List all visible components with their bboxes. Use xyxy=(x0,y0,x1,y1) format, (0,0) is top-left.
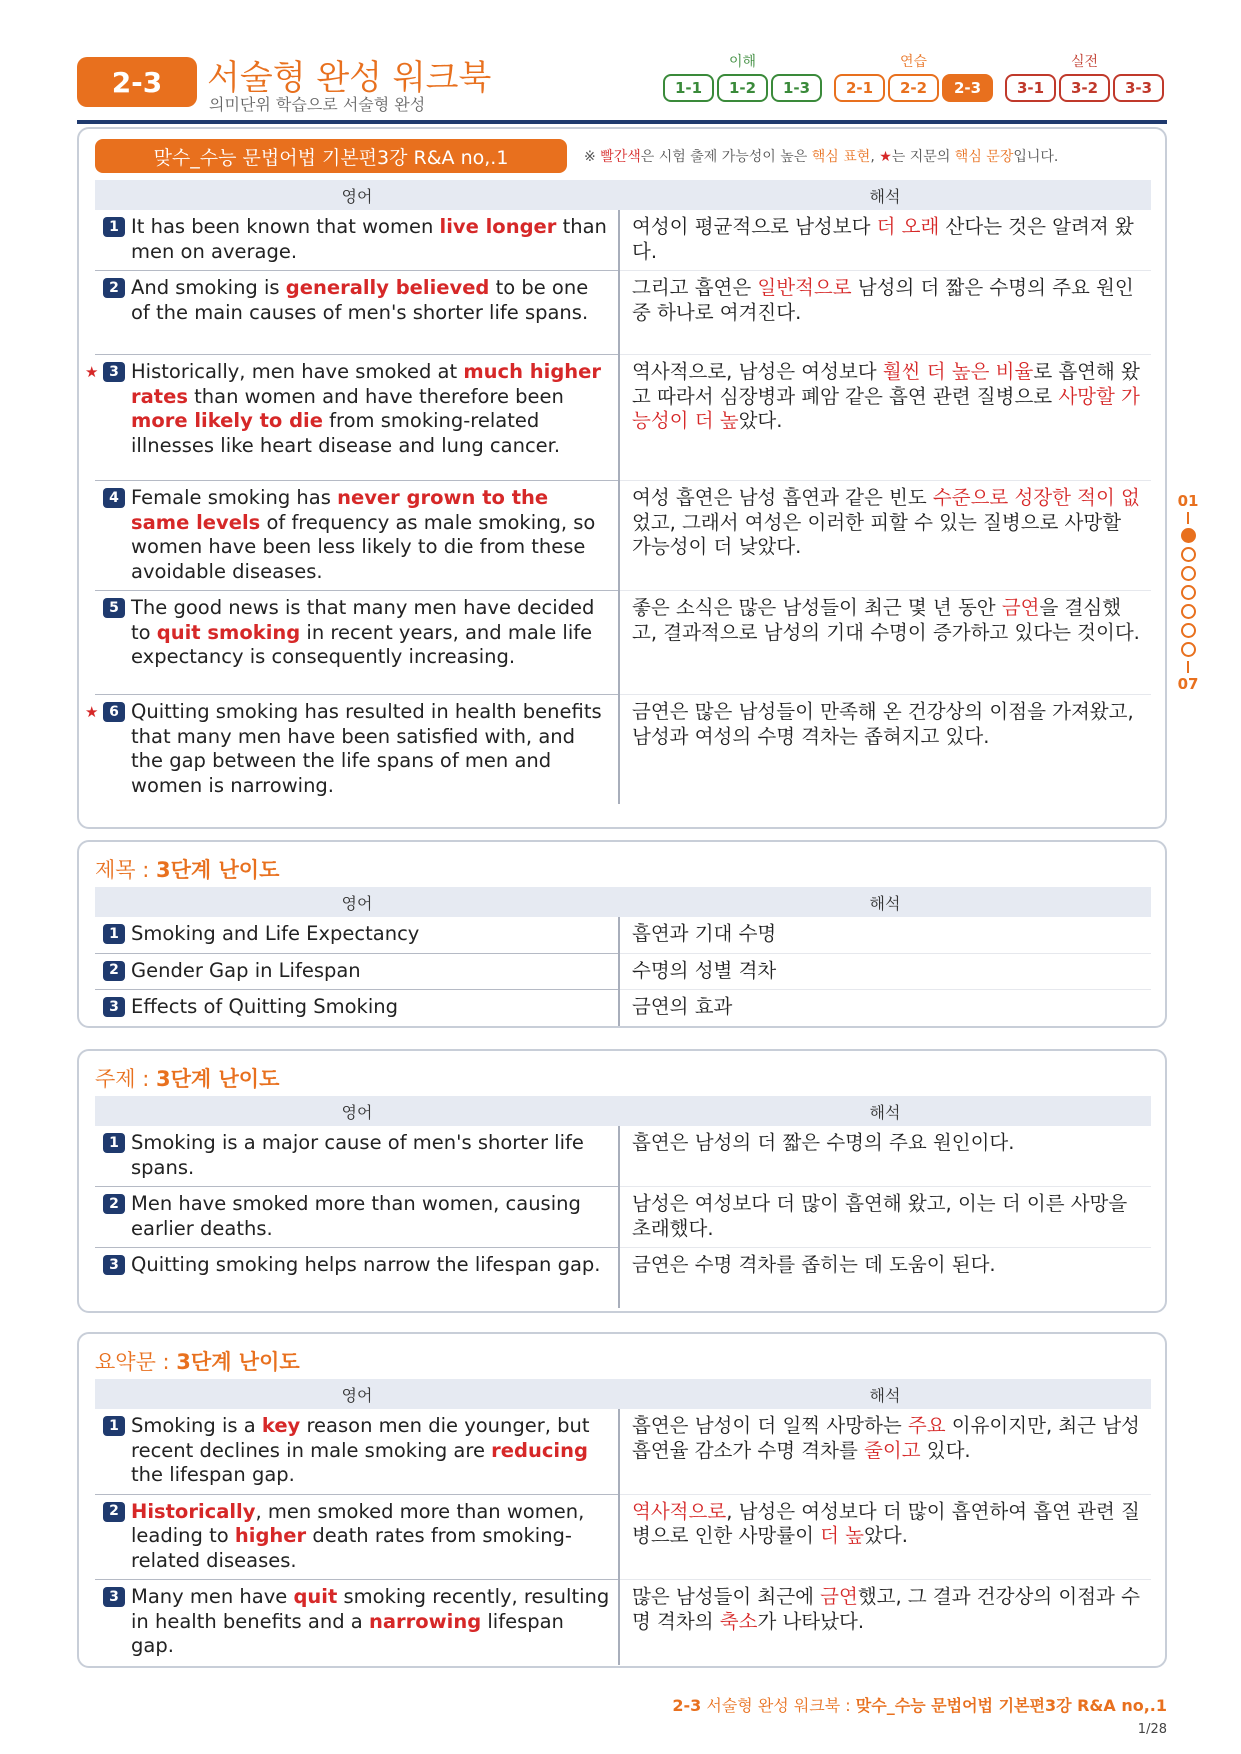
english-sentence: 3 Quitting smoking helps narrow the lifespan gap. xyxy=(95,1248,619,1308)
english-sentence: ★ 6 Quitting smoking has resulted in health benefits that many men have been satisfied with, and the gap between the life spans of men and women is narrowing. xyxy=(95,695,619,805)
page-progress-nav xyxy=(1173,492,1203,702)
level-group-label: 연습 xyxy=(899,54,928,70)
sentence-number: 4 xyxy=(103,488,125,508)
column-header-translation: 해석 xyxy=(619,1096,1151,1126)
progress-dot-icon[interactable] xyxy=(1181,585,1196,600)
progress-dot-icon[interactable] xyxy=(1181,642,1196,657)
sentence-number: 2 xyxy=(103,961,125,981)
step-2-1[interactable]: 2-1 xyxy=(834,74,885,102)
unit-badge: 2-3 xyxy=(77,57,197,107)
sentence-number: 1 xyxy=(103,1416,125,1436)
korean-translation: 수명의 성별 격차 xyxy=(619,953,1151,990)
table-row xyxy=(95,1248,1151,1308)
korean-translation: 남성은 여성보다 더 많이 흡연해 왔고, 이는 더 이른 사망을 초래했다. xyxy=(619,1187,1151,1248)
korean-translation: 좋은 소식은 많은 남성들이 최근 몇 년 동안 금연을 결심했고, 결과적으로 남성의 기대 수명이 증가하고 있다는 것이다. xyxy=(619,591,1151,695)
english-sentence: 5 The good news is that many men have decided to quit smoking in recent years, and male life expectancy is consequently increasing. xyxy=(95,591,619,695)
english-sentence: 3 Effects of Quitting Smoking xyxy=(95,990,619,1026)
english-sentence: 1 It has been known that women live longer than men on average. xyxy=(95,210,619,271)
sentence-number: 5 xyxy=(103,598,125,618)
section-title: 주제 : 3단계 난이도 xyxy=(95,1067,280,1091)
table-row xyxy=(95,953,1151,990)
korean-translation: 금연은 수명 격차를 좁히는 데 도움이 된다. xyxy=(632,1253,996,1276)
table-row xyxy=(95,695,1151,805)
passage-tag: 맞수_수능 문법어법 기본편3강 R&A no,.1 xyxy=(95,139,567,173)
sentence-number: 3 xyxy=(103,997,125,1017)
column-header-translation: 해석 xyxy=(619,1379,1151,1409)
step-1-1[interactable]: 1-1 xyxy=(663,74,714,102)
key-sentence-star-icon: ★ xyxy=(85,703,99,721)
english-sentence: 2 Men have smoked more than women, causing earlier deaths. xyxy=(95,1187,619,1248)
table-row xyxy=(95,1126,1151,1187)
sentence-number: 6 xyxy=(103,702,125,722)
page-subtitle: 의미단위 학습으로 서술형 완성 xyxy=(209,95,426,114)
level-group-label: 실전 xyxy=(1070,54,1099,70)
progress-dot-icon[interactable] xyxy=(1181,623,1196,638)
level-group-real xyxy=(1005,50,1164,102)
section-title: 요약문 : 3단계 난이도 xyxy=(95,1350,300,1374)
english-sentence: 1 Smoking is a major cause of men's shorter life spans. xyxy=(95,1126,619,1187)
column-header-english: 영어 xyxy=(95,1096,619,1126)
topic-table xyxy=(95,1096,1151,1308)
sentence-number: 3 xyxy=(103,1255,125,1275)
title-section xyxy=(77,840,1167,1028)
title-table xyxy=(95,887,1151,1026)
step-2-3-active[interactable]: 2-3 xyxy=(942,74,993,102)
page-title: 서술형 완성 워크북 xyxy=(207,58,492,98)
level-navigator xyxy=(663,50,1167,114)
step-3-3[interactable]: 3-3 xyxy=(1113,74,1164,102)
sentence-number: 1 xyxy=(103,924,125,944)
column-header-english: 영어 xyxy=(95,180,619,210)
header-rule xyxy=(77,120,1167,124)
legend-note: ※ 빨간색은 시험 출제 가능성이 높은 핵심 표현, ★는 지문의 핵심 문장입니다. xyxy=(584,149,1059,165)
english-sentence: 2 Historically, men smoked more than women, leading to higher death rates from smoking-related diseases. xyxy=(95,1494,619,1580)
english-sentence: 1 Smoking and Life Expectancy xyxy=(95,917,619,953)
step-1-2[interactable]: 1-2 xyxy=(717,74,768,102)
english-sentence: 3 Many men have quit smoking recently, resulting in health benefits and a narrowing lifespan gap. xyxy=(95,1580,619,1665)
level-group-practice xyxy=(834,50,993,102)
table-row xyxy=(95,210,1151,271)
column-header-translation: 해석 xyxy=(619,180,1151,210)
sentence-number: 2 xyxy=(103,1502,125,1522)
sentence-number: 3 xyxy=(103,362,125,382)
level-group-label: 이해 xyxy=(728,54,757,70)
sentence-number: 2 xyxy=(103,1194,125,1214)
korean-translation: 흡연과 기대 수명 xyxy=(619,917,1151,953)
korean-translation: 여성이 평균적으로 남성보다 더 오래 산다는 것은 알려져 왔다. xyxy=(619,210,1151,271)
column-header-translation: 해석 xyxy=(619,887,1151,917)
passage-table xyxy=(85,180,1151,804)
topic-section xyxy=(77,1049,1167,1313)
table-row xyxy=(95,1580,1151,1665)
english-sentence: ★ 3 Historically, men have smoked at much higher rates than women and have therefore been more likely to die from smoking-related illnesses like heart disease and lung cancer. xyxy=(95,355,619,481)
sentence-number: 3 xyxy=(103,1587,125,1607)
english-sentence: 2 Gender Gap in Lifespan xyxy=(95,953,619,990)
progress-dot-icon[interactable] xyxy=(1181,566,1196,581)
summary-table xyxy=(95,1379,1151,1665)
korean-translation: 많은 남성들이 최근에 금연했고, 그 결과 건강상의 이점과 수명 격차의 축소가 나타났다. xyxy=(632,1585,1140,1633)
level-group-understand xyxy=(663,50,822,102)
sentence-number: 2 xyxy=(103,278,125,298)
sentence-number: 1 xyxy=(103,1133,125,1153)
table-row xyxy=(95,917,1151,953)
korean-translation: 역사적으로, 남성은 여성보다 훨씬 더 높은 비율로 흡연해 왔고 따라서 심장병과 폐암 같은 흡연 관련 질병으로 사망할 가능성이 더 높았다. xyxy=(619,355,1151,481)
korean-translation: 여성 흡연은 남성 흡연과 같은 빈도 수준으로 성장한 적이 없었고, 그래서 여성은 이러한 피할 수 있는 질병으로 사망할 가능성이 더 낮았다. xyxy=(619,481,1151,591)
table-row xyxy=(95,271,1151,355)
korean-translation: 역사적으로, 남성은 여성보다 더 많이 흡연하여 흡연 관련 질병으로 인한 사망률이 더 높았다. xyxy=(619,1494,1151,1580)
header xyxy=(77,50,1167,124)
english-sentence: 4 Female smoking has never grown to the same levels of frequency as male smoking, so women have been less likely to die from these avoidable diseases. xyxy=(95,481,619,591)
table-row xyxy=(95,355,1151,481)
korean-translation: 흡연은 남성이 더 일찍 사망하는 주요 이유이지만, 최근 남성 흡연율 감소가 수명 격차를 줄이고 있다. xyxy=(619,1409,1151,1494)
english-sentence: 1 Smoking is a key reason men die younger, but recent declines in male smoking are reducing the lifespan gap. xyxy=(95,1409,619,1494)
summary-section xyxy=(77,1332,1167,1668)
step-1-3[interactable]: 1-3 xyxy=(771,74,822,102)
passage-box xyxy=(77,127,1167,829)
progress-dot-icon[interactable] xyxy=(1181,547,1196,562)
column-header-english: 영어 xyxy=(95,1379,619,1409)
section-title: 제목 : 3단계 난이도 xyxy=(95,858,280,882)
step-2-2[interactable]: 2-2 xyxy=(888,74,939,102)
key-sentence-star-icon: ★ xyxy=(85,363,99,381)
step-3-2[interactable]: 3-2 xyxy=(1059,74,1110,102)
english-sentence: 2 And smoking is generally believed to be one of the main causes of men's shorter life spans. xyxy=(95,271,619,355)
footer-caption: 2-3 서술형 완성 워크북 : 맞수_수능 문법어법 기본편3강 R&A no,.1 xyxy=(672,1696,1167,1715)
progress-start-label: 01 xyxy=(1177,492,1199,510)
sentence-number: 1 xyxy=(103,217,125,237)
korean-translation: 흡연은 남성의 더 짧은 수명의 주요 원인이다. xyxy=(619,1126,1151,1187)
progress-dot-icon[interactable] xyxy=(1181,604,1196,619)
progress-dot-icon[interactable] xyxy=(1181,528,1196,543)
step-3-1[interactable]: 3-1 xyxy=(1005,74,1056,102)
table-row xyxy=(95,481,1151,591)
column-header-english: 영어 xyxy=(95,887,619,917)
page-number: 1/28 xyxy=(1137,1722,1167,1737)
korean-translation: 금연은 많은 남성들이 만족해 온 건강상의 이점을 가져왔고, 남성과 여성의 수명 격차는 좁혀지고 있다. xyxy=(632,700,1134,748)
table-row xyxy=(95,990,1151,1026)
korean-translation: 그리고 흡연은 일반적으로 남성의 더 짧은 수명의 주요 원인 중 하나로 여겨진다. xyxy=(619,271,1151,355)
table-row xyxy=(95,1494,1151,1580)
table-row xyxy=(95,1187,1151,1248)
progress-end-label: 07 xyxy=(1177,675,1199,693)
table-row xyxy=(95,591,1151,695)
korean-translation: 금연의 효과 xyxy=(632,995,733,1018)
table-row xyxy=(95,1409,1151,1494)
